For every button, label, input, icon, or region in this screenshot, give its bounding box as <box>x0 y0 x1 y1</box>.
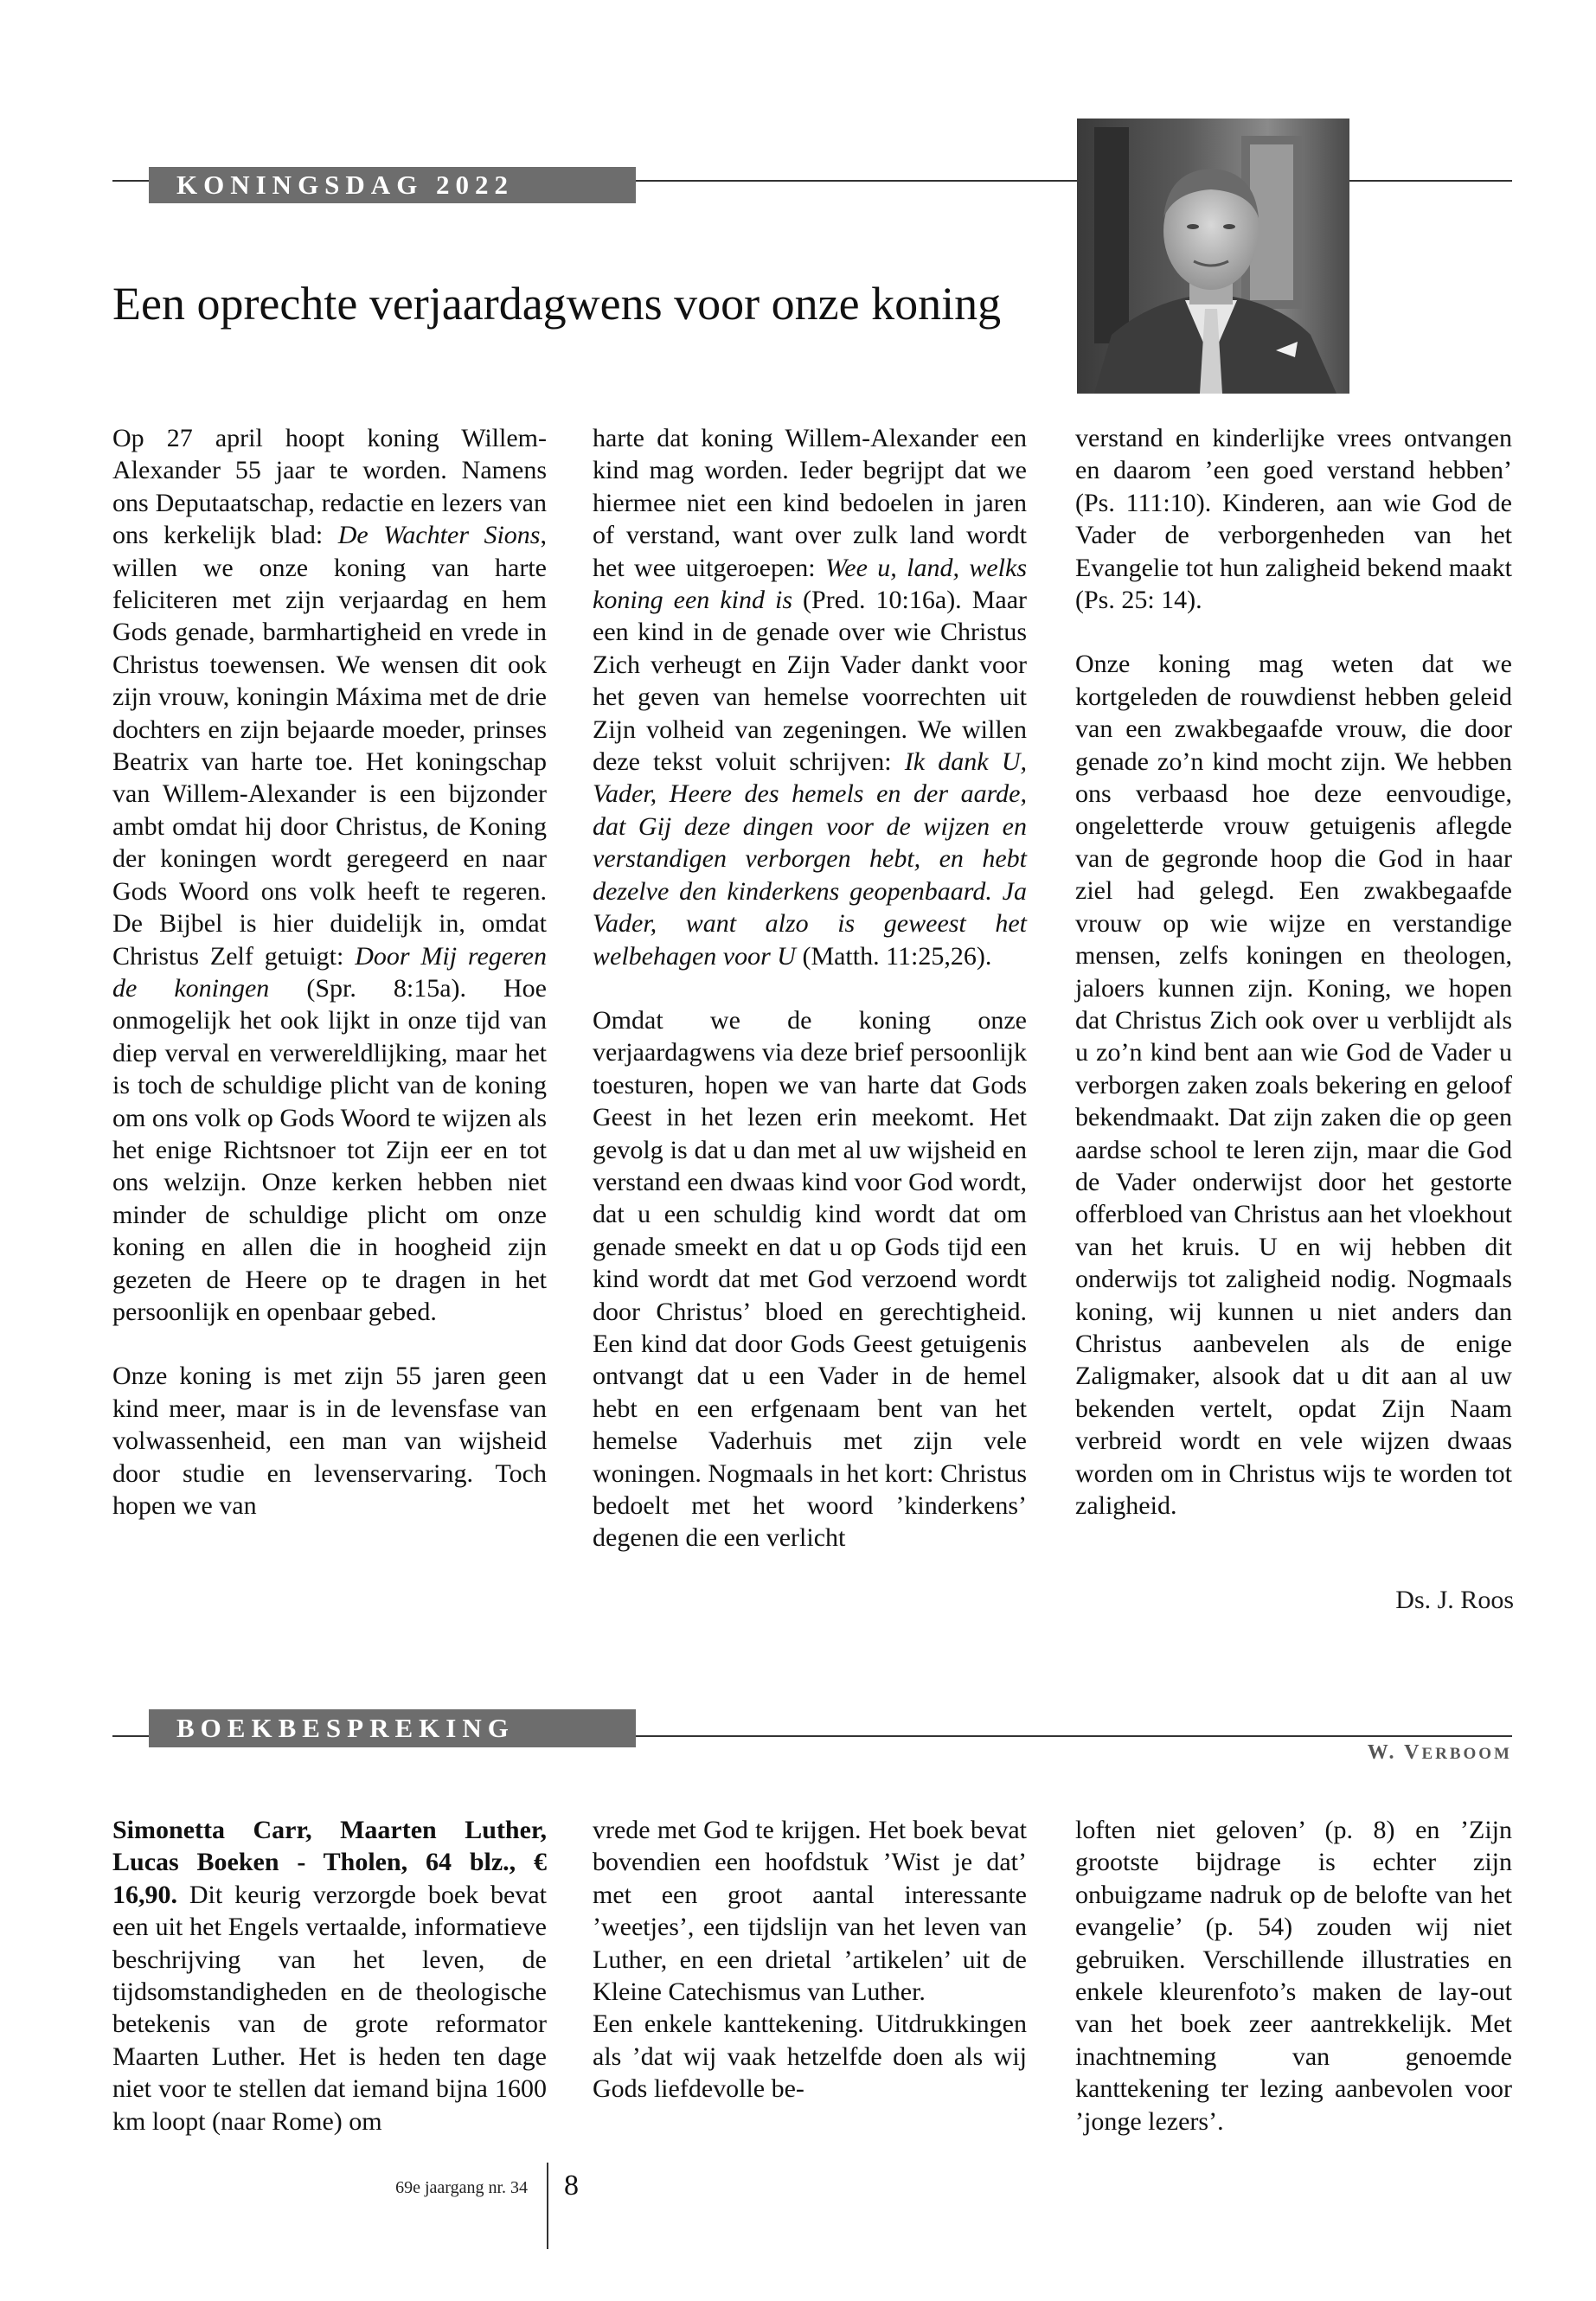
article-paragraph: Onze koning mag weten dat we kortgeleden de rouwdienst hebben geleid van een zwakbegaafde vrouw, die door genade zo’n kind mocht zijn. We hebben ons verbaasd hoe deze eenvoudige, ongeletterde vrouw getuigenis aflegde van de gegronde hoop die God in haar ziel had gelegd. Een zwakbegaafde vrouw op wie wijze en verstandige mensen, zelfs koningen en theologen, jaloers kunnen zijn. Koning, we hopen dat Christus Zich ook over u verblijdt als u zo’n kind bent aan wie God de Vader u verborgen zaken zoals bekering en geloof bekendmaakt. Dat zijn zaken die op geen aardse school te leren zijn, maar die God de Vader onderwijst door het gestorte offerbloed van Christus aan het vloekhout van het kruis. U en wij hebben dit onderwijs tot zaligheid nodig. Nogmaals koning, wij kunnen u niet anders dan Christus aanbevelen als de enige Zaligmaker, alsook dat u dit aan al uw bekenden vertelt, opdat Zijn Naam verbreid wordt en vele wijzen dwaas worden om in Christus wijs te worden tot zaligheid. <box>1075 650 1512 1520</box>
review-paragraph: Een enkele kanttekening. Uitdrukkingen als ’dat wij vaak hetzelfde doen als wij Gods liefdevolle be- <box>593 2009 1027 2104</box>
article-paragraph: harte dat koning Willem-Alexander een kind mag worden. Ieder begrijpt dat we hiermee niet een kind bedoelen in jaren of verstand, want over zulk land wordt het wee uitgeroepen: Wee u, land, welks koning een kind is (Pred. 10:16a). Maar een kind in de genade over wie Christus Zich verheugt en Zijn Vader dankt voor het geven van hemelse voorrechten uit Zijn volheid van zegeningen. We willen deze tekst voluit schrijven: Ik dank U, Vader, Heere des hemels en der aarde, dat Gij deze dingen voor de wijzen en verstandigen verborgen hebt, en hebt dezelve den kinderkens geopenbaard. Ja Vader, want alzo is geweest het welbehagen voor U (Matth. 11:25,26). <box>593 424 1027 971</box>
section-rule-right <box>1349 180 1512 182</box>
article-column-2 <box>593 422 1027 1554</box>
section-label-koningsdag: KONINGSDAG 2022 <box>149 167 636 203</box>
article-paragraph: Op 27 april hoopt koning Willem-Alexander 55 jaar te worden. Namens ons Deputaatschap, redactie en lezers van ons kerkelijk blad: De Wachter Sions, willen we onze koning van harte feliciteren met zijn verjaardag en hem Gods genade, barmhartigheid en vrede in Christus toewensen. We wensen dit ook zijn vrouw, koningin Máxima met de drie dochters en zijn bejaarde moeder, prinses Beatrix van harte toe. Het koningschap van Willem-Alexander is een bijzonder ambt omdat hij door Christus, de Koning der koningen wordt geregeerd en naar Gods Woord ons volk heeft te regeren. De Bijbel is hier duidelijk in, omdat Christus Zelf getuigt: Door Mij regeren de koningen (Spr. 8:15a). Hoe onmogelijk het ook lijkt in onze tijd van diep verval en verwereldlijking, maar het is toch de schuldige plicht van de koning om ons volk op Gods Woord te wijzen als het enige Richtsnoer tot Zijn eer en tot ons welzijn. Onze kerken hebben niet minder de schuldige plicht om onze koning en allen die in hoogheid zijn gezeten de Heere op te dragen in het persoonlijk en openbaar gebed. <box>112 424 548 1326</box>
footer-divider <box>547 2163 548 2249</box>
page-number: 8 <box>564 2170 579 2202</box>
author-signature: Ds. J. Roos <box>1395 1586 1514 1614</box>
review-paragraph: loften niet geloven’ (p. 8) en ’Zijn grootste bijdrage is echter zijn onbuigzame nadruk op de belofte van het evangelie’ (p. 54) zouden wij niet gebruiken. Verschillende illustraties en enkele kleurenfoto’s maken de lay-out van het boek zeer aantrekkelijk. Met inachtneming van genoemde kanttekening ter lezing aanbevolen voor ’jonge lezers’. <box>1075 1816 1512 2136</box>
article-headline: Een oprechte verjaardagwens voor onze koning <box>112 278 1002 330</box>
article-paragraph: verstand en kinderlijke vrees ontvangen en daarom ’een goed verstand hebben’ (Ps. 111:10). Kinderen, aan wie God de Vader de verborgenheden van het Evangelie tot hun zaligheid bekend maakt (Ps. 25: 14). <box>1075 424 1512 615</box>
article-column-3 <box>1075 422 1512 1522</box>
review-paragraph: vrede met God te krijgen. Het boek bevat bovendien een hoofdstuk ’Wist je dat’ met een groot aantal interessante ’weetjes’, een tijdslijn van het leven van Luther, en een drietal ’artikelen’ uit de Kleine Catechismus van Luther. <box>593 1816 1027 2007</box>
article-paragraph: Omdat we de koning onze verjaardagwens via deze brief persoonlijk toesturen, hopen we van harte dat Gods Geest in het lezen erin meekomt. Het gevolg is dat u dan met al uw wijsheid en verstand een dwaas kind voor God wordt, dat u een schuldig kind wordt dat om genade smeekt en dat u op Gods tijd een kind wordt dat met God verzoend wordt door Christus’ bloed en gerechtigheid. Een kind dat door Gods Geest getuigenis ontvangt dat u een Vader in de hemel hebt en een erfgenaam bent van het hemelse Vaderhuis met zijn vele woningen. Nogmaals in het kort: Christus bedoelt met het woord ’kinderkens’ degenen die een verlicht <box>593 1005 1027 1553</box>
article-paragraph: Onze koning is met zijn 55 jaren geen kind meer, maar is in de levensfase van volwassenheid, een man van wijsheid door studie en levenservaring. Toch hopen we van <box>112 1362 547 1520</box>
review-byline: W. VERBOOM <box>1367 1741 1512 1764</box>
review-column-3 <box>1075 1814 1512 2138</box>
article-column-1 <box>112 422 547 1522</box>
book-citation: Simonetta Carr, Maarten Luther, Lucas Boeken - Tholen, 64 blz., € 16,90. <box>112 1816 547 1909</box>
portrait-illustration <box>1077 119 1349 394</box>
portrait-photo <box>1077 119 1349 394</box>
issue-info: 69e jaargang nr. 34 <box>395 2178 528 2197</box>
review-paragraph: Simonetta Carr, Maarten Luther, Lucas Boeken - Tholen, 64 blz., € 16,90. Dit keurig verzorgde boek bevat een uit het Engels vertaalde, informatieve beschrijving van het leven, de tijdsomstandigheden en de theologische betekenis van de grote reformator Maarten Luther. Het is heden ten dage niet voor te stellen dat iemand bijna 1600 km loopt (naar Rome) om <box>112 1816 547 2136</box>
review-column-2 <box>593 1814 1027 2106</box>
review-column-1 <box>112 1814 547 2138</box>
section-label-boekbespreking: BOEKBESPREKING <box>149 1709 636 1747</box>
